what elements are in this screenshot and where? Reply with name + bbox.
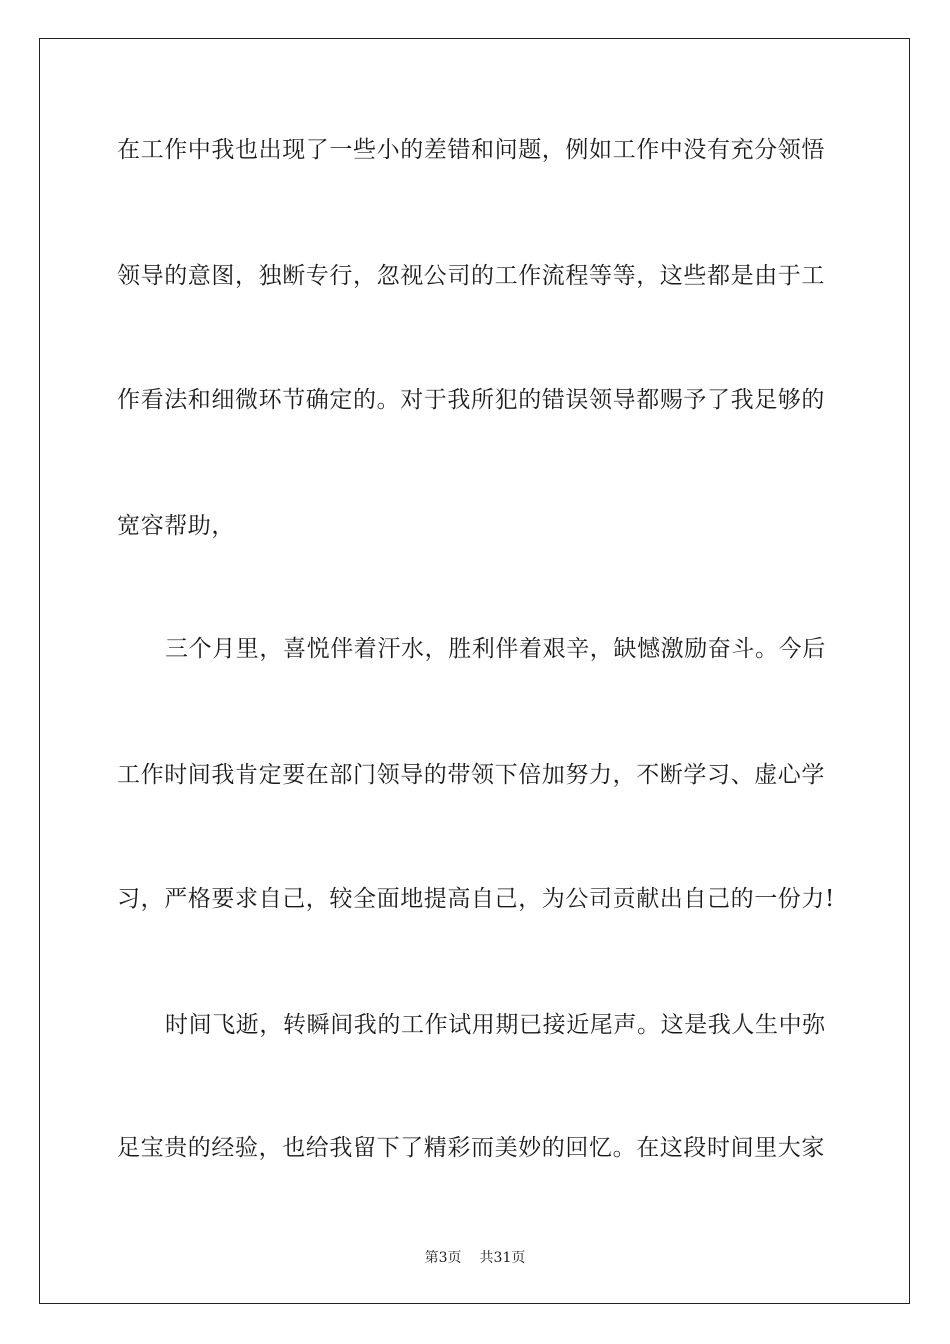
paragraph-line: 时间飞逝，转瞬间我的工作试用期已接近尾声。这是我人生中弥	[165, 1012, 826, 1038]
paragraph-line: 领导的意图，独断专行，忽视公司的工作流程等等，这些都是由于工	[117, 263, 825, 289]
page-footer	[0, 1247, 950, 1267]
paragraph-line: 作看法和细微环节确定的。对于我所犯的错误领导都赐予了我足够的	[117, 387, 825, 413]
page-border	[39, 38, 910, 1304]
page-total: 共31页	[479, 1250, 526, 1266]
paragraph-line: 足宝贵的经验，也给我留下了精彩而美妙的回忆。在这段时间里大家	[117, 1135, 825, 1161]
paragraph-line: 工作时间我肯定要在部门领导的带领下倍加努力，不断学习、虚心学	[117, 762, 825, 788]
paragraph-line: 宽容帮助，	[117, 513, 235, 539]
paragraph-line: 在工作中我也出现了一些小的差错和问题，例如工作中没有充分领悟	[117, 137, 825, 163]
page-number: 第3页	[424, 1250, 462, 1266]
paragraph-line: 三个月里，喜悦伴着汗水，胜利伴着艰辛，缺憾激励奋斗。今后	[165, 636, 826, 662]
paragraph-line: 习，严格要求自己，较全面地提高自己，为公司贡献出自己的一份力!	[117, 886, 835, 912]
